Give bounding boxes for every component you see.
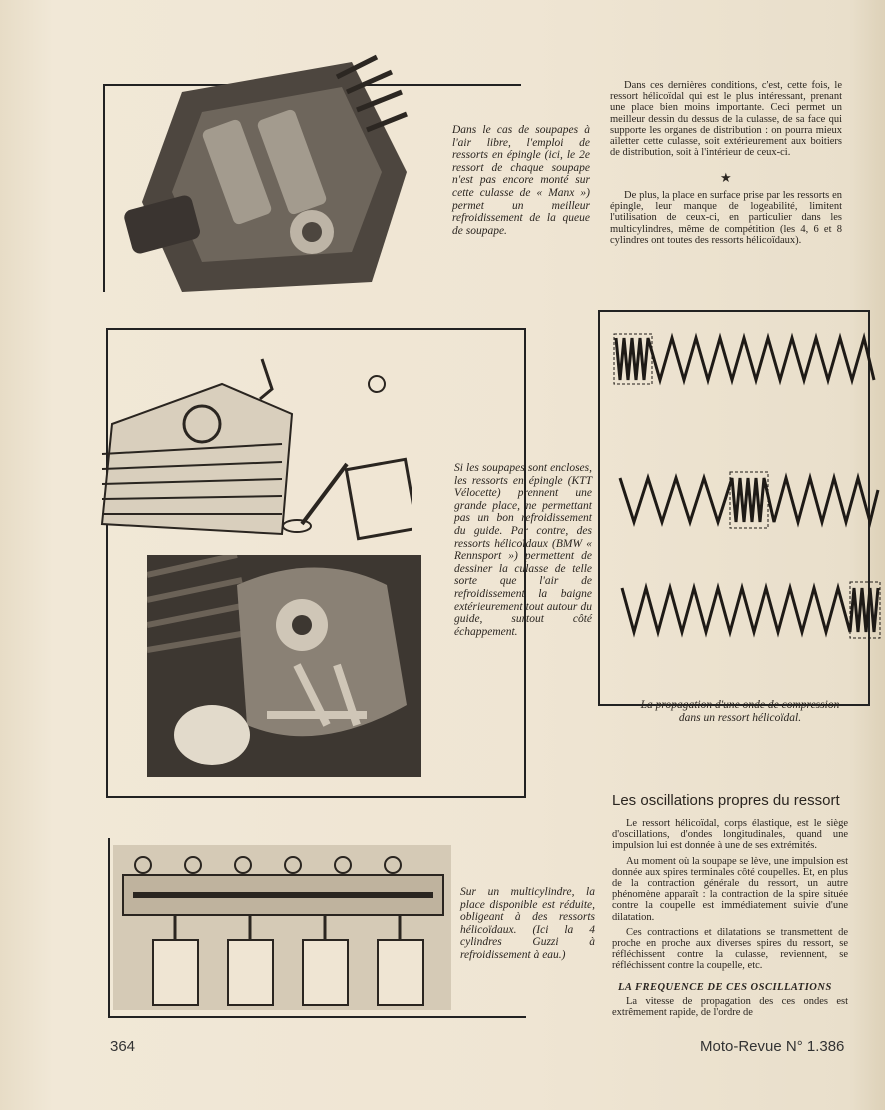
spring-diagram bbox=[612, 330, 882, 650]
section-paragraph-3: Ces contractions et dilatations se transmettent de proche en proche aux diverses spires du ressort, se réfléchissent contre la culasse, reviennent, se réfléchissent contre la coupelle, etc. bbox=[612, 926, 848, 972]
section-title: Les oscillations propres du ressort bbox=[612, 792, 840, 809]
spring-coil-3 bbox=[622, 588, 878, 632]
intro-column-2 bbox=[610, 190, 842, 250]
section-paragraph-2: Au moment où la soupape se lève, une impulsion est donnée aux spires terminales côté coupelles. Et, en plus de la contraction générale du ressort, un autre phénomène apparaît : la contraction de la spire située contre la coupelle est immédiatement suivie d'une dilatation. bbox=[612, 855, 848, 923]
caption-manx: Dans le cas de soupapes à l'air libre, l'emploi de ressorts en épingle (ici, le 2e ressort de chaque soupape n'est pas encore monté sur cette culasse de « Manx ») permet un meilleur refroidissement de la queue de soupape. bbox=[452, 124, 590, 237]
drawing-guzzi-4-cylinder bbox=[113, 845, 451, 1010]
caption-ktt-bmw: Si les soupapes sont encloses, les ressorts en épingle (KTT Vélocette) prennent une grande place, ne permettant pas un bon refroidissement du guide. Par contre, des ressorts hélicoïdaux (BMW « Rennsport ») permettent de dessiner la culasse de telle sorte que l'air de refroidissement la baigne extérieurement tout autour du guide, surtout côté échappement. bbox=[454, 462, 592, 638]
spring-coil-1 bbox=[616, 338, 874, 380]
intro-paragraph-2: De plus, la place en surface prise par les ressorts en épingle, leur manque de logeabilité, limitent l'utilisation de ceux-ci, en particulier dans les multicylindres, même de compétition (les 4, 6 et 8 cylindres ont toutes des ressorts hélicoïdaux). bbox=[610, 190, 842, 246]
caption-spring: La propagation d'une onde de compression dans un ressort hélicoïdal. bbox=[640, 699, 840, 724]
section-paragraph-4: La vitesse de propagation des ces ondes est extrêmement rapide, de l'ordre de bbox=[612, 996, 848, 1019]
page-number: 364 bbox=[110, 1038, 136, 1055]
separator-star: ★ bbox=[720, 170, 732, 185]
intro-paragraph-1: Dans ces dernières conditions, c'est, cette fois, le ressort hélicoïdal qui est le plus intéressant, prenant une place bien moins importante. Ceci permet un meilleur dessin du dessus de la culasse, de sa face qui supporte les organes de distribution : on pourra mieux ailetter cette culasse, soit extérieurement aux boitiers de distribution, soit à l'intérieur de ceux-ci. bbox=[610, 80, 842, 159]
photo-bmw-rennsport-head bbox=[147, 555, 421, 777]
section-paragraph-1: Le ressort hélicoïdal, corps élastique, est le siège d'oscillations, d'ondes longitudinales, quand une impulsion lui est donnée à une de ses extrémités. bbox=[612, 818, 848, 852]
drawing-ktt-velocette-head bbox=[92, 344, 412, 544]
spring-coil-2 bbox=[620, 478, 878, 522]
section-column-end bbox=[612, 996, 848, 1022]
section-subtitle: LA FREQUENCE DE CES OSCILLATIONS bbox=[618, 982, 832, 993]
section-column bbox=[612, 818, 848, 976]
magazine-issue: Moto-Revue N° 1.386 bbox=[700, 1038, 845, 1055]
intro-column bbox=[610, 80, 842, 162]
caption-guzzi: Sur un multicylindre, la place disponible est réduite, obligeant à des ressorts hélicoïdaux. (Ici la 4 cylindres Guzzi à refroidissement à eau.) bbox=[460, 886, 595, 961]
photo-manx-cylinder-head bbox=[122, 52, 412, 302]
